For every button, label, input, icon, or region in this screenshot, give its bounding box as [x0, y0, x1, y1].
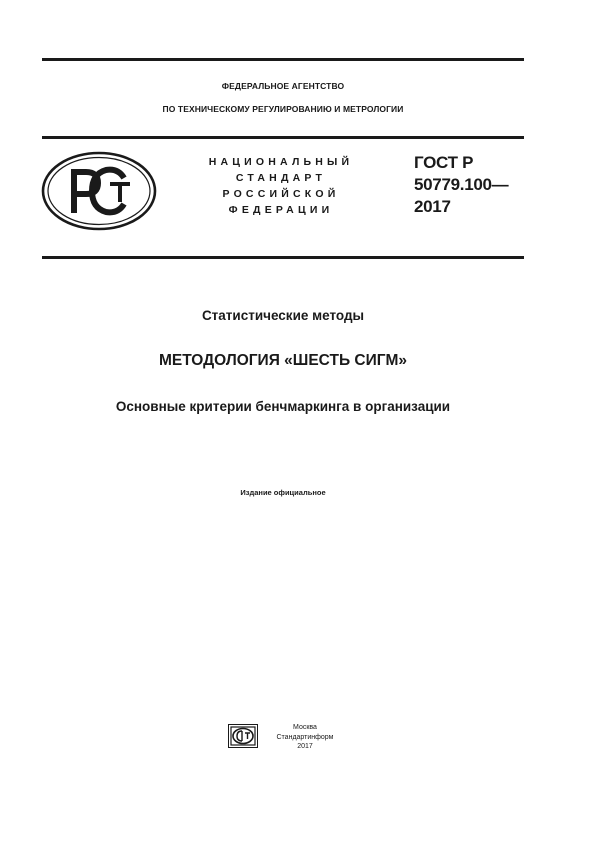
agency-line-2: ПО ТЕХНИЧЕСКОМУ РЕГУЛИРОВАНИЮ И МЕТРОЛОГИИ: [162, 104, 404, 114]
publisher-city: Москва: [293, 724, 317, 731]
header-divider-bottom: [42, 256, 524, 259]
document-category: Статистические методы: [201, 308, 365, 323]
gost-number: 50779.100—: [414, 175, 509, 194]
national-line: РОССИЙСКОЙ: [222, 188, 340, 200]
header-divider-top: [42, 136, 524, 139]
document-subtitle: Основные критерии бенчмаркинга в организации: [115, 399, 451, 414]
publisher-info: [262, 723, 348, 752]
top-rule: [42, 58, 524, 61]
agency-line-1: ФЕДЕРАЛЬНОЕ АГЕНТСТВО: [221, 81, 345, 91]
document-title: МЕТОДОЛОГИЯ «ШЕСТЬ СИГМ»: [158, 352, 408, 369]
publisher-year: 2017: [297, 743, 313, 750]
gost-r-logo-icon: [40, 150, 158, 232]
gost-label: ГОСТ Р: [414, 153, 474, 172]
publisher-name: Стандартинформ: [276, 733, 334, 741]
national-line: СТАНДАРТ: [235, 172, 327, 184]
edition-note: Издание официальное: [240, 488, 326, 497]
standartinform-logo-icon: [228, 724, 258, 748]
national-line: ФЕДЕРАЦИИ: [228, 204, 334, 216]
national-standard-caption: [196, 154, 366, 218]
national-line: НАЦИОНАЛЬНЫЙ: [208, 156, 354, 168]
gost-designation: [414, 152, 534, 218]
gost-year: 2017: [414, 197, 451, 216]
